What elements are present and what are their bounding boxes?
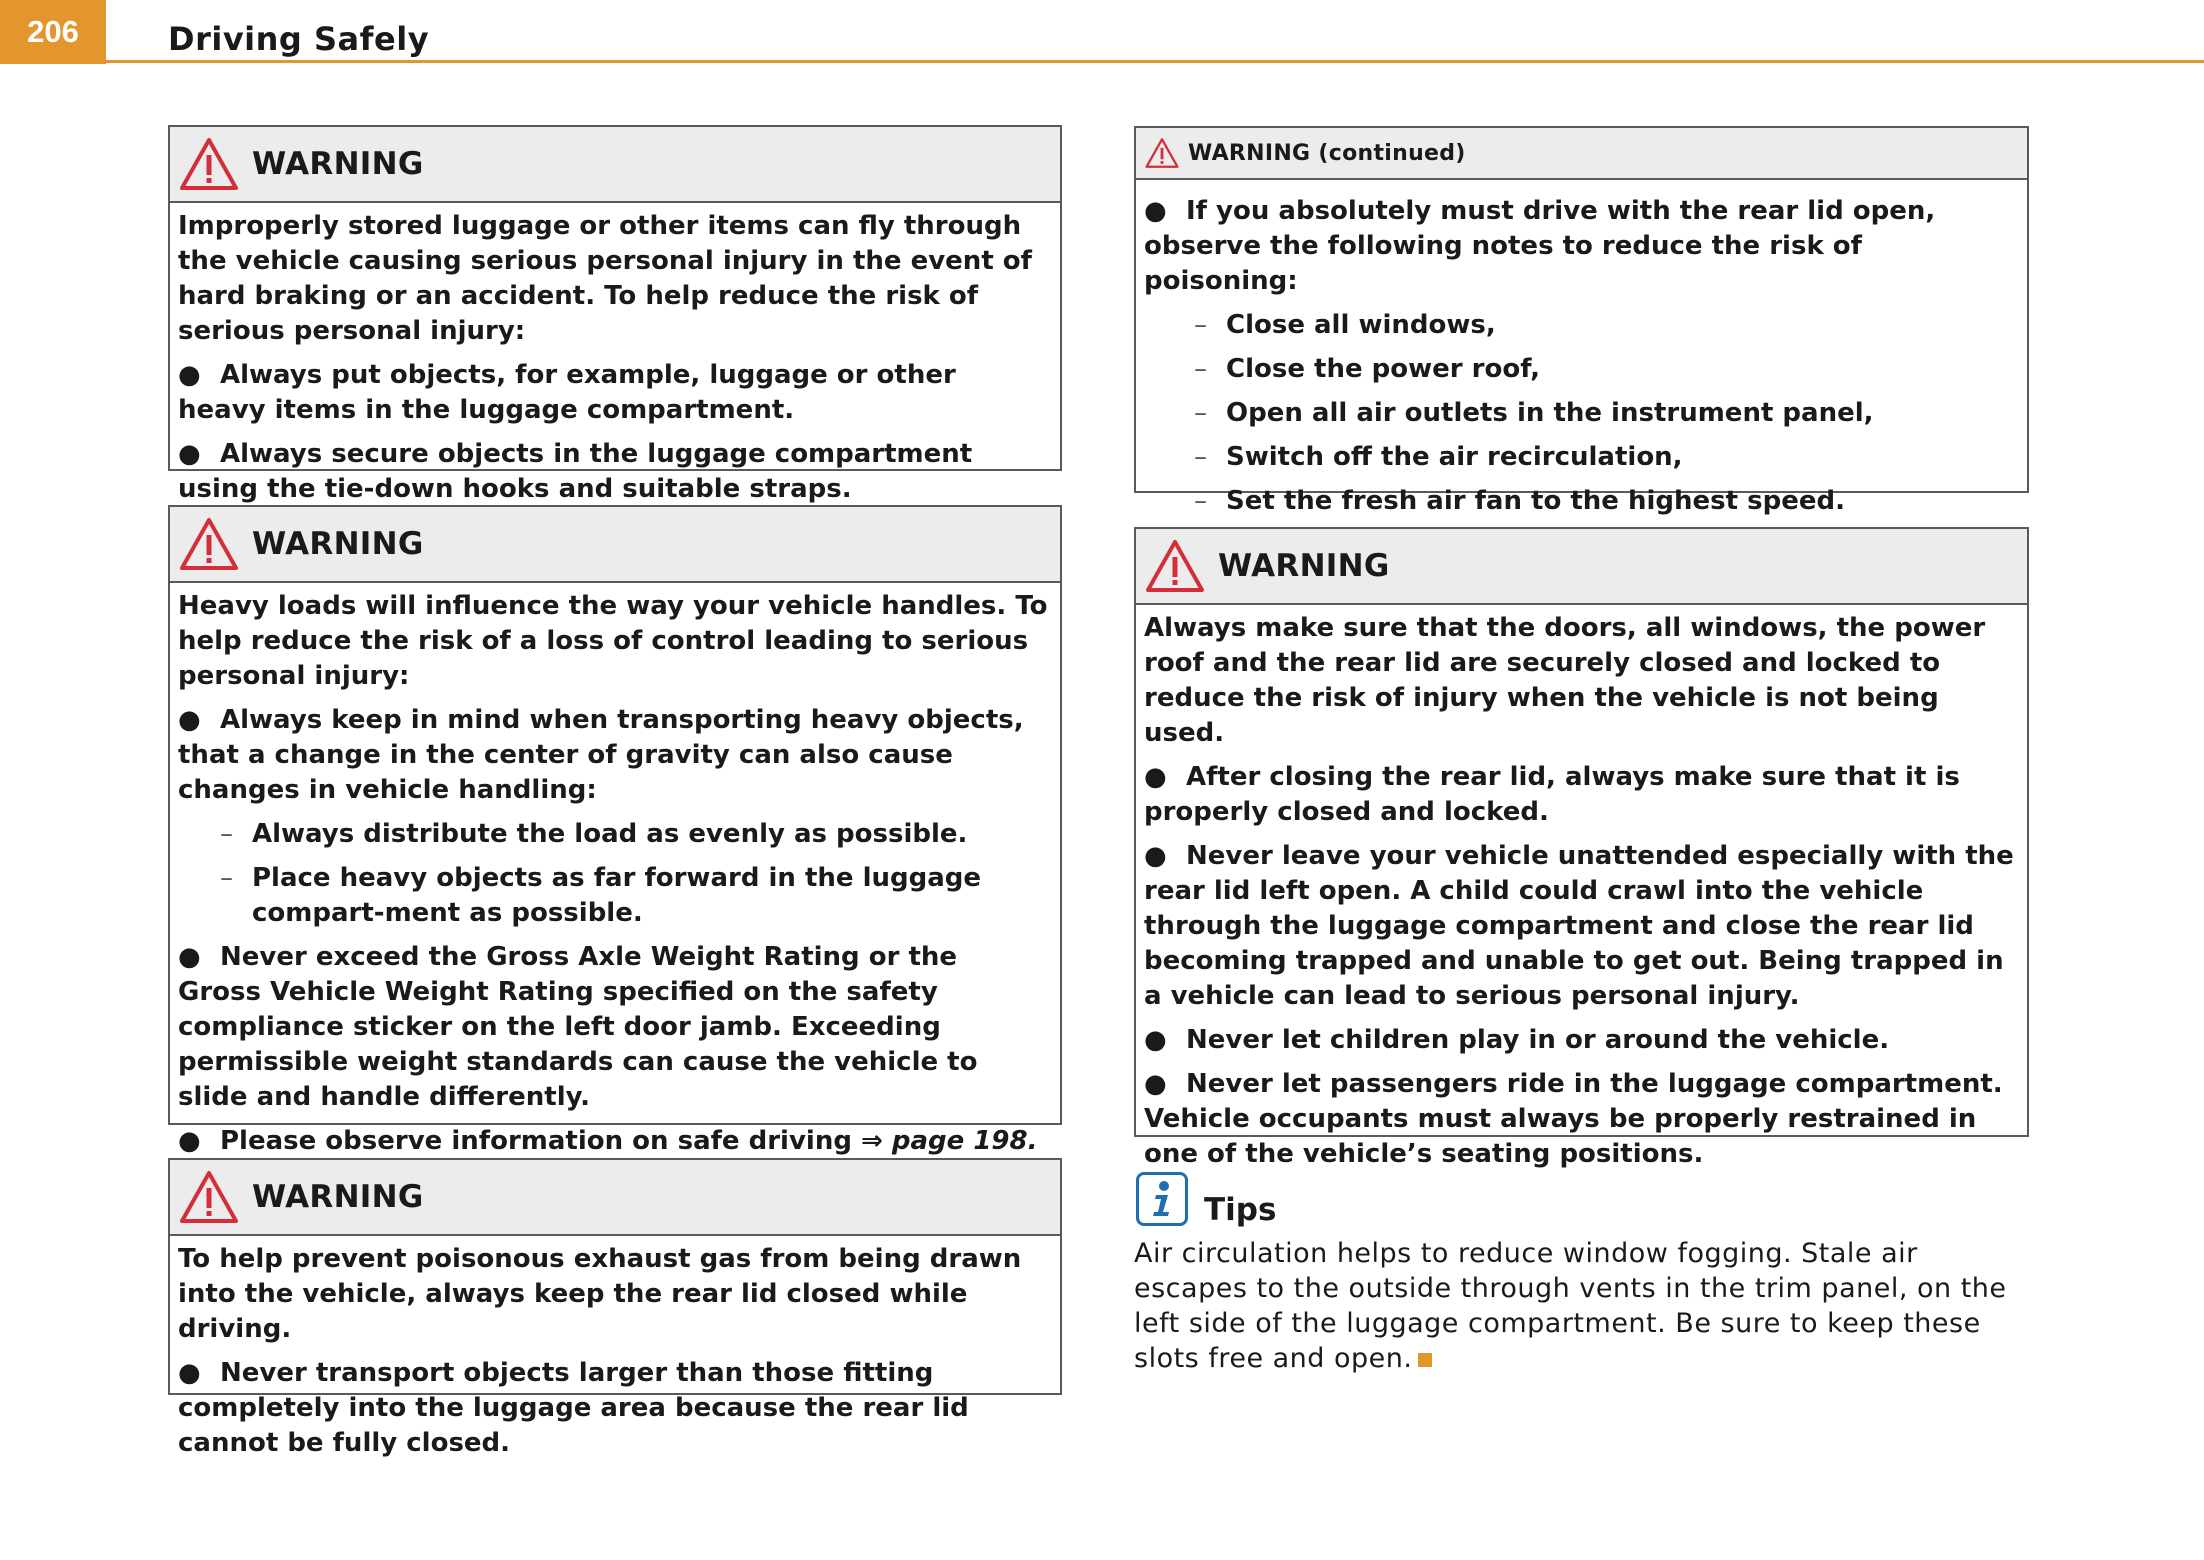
warning-box-luggage bbox=[168, 125, 1062, 504]
bullet-icon: ● bbox=[1144, 841, 1167, 871]
bullet-icon: ● bbox=[1144, 1025, 1167, 1055]
warning-box-exhaust bbox=[168, 1158, 1062, 1458]
warning-bullet: ● Always put objects, for example, luggage or other heavy items in the luggage compartment. bbox=[178, 360, 956, 425]
bullet-icon: ● bbox=[178, 1126, 201, 1156]
warning-header bbox=[170, 507, 1060, 583]
warning-dash-item: – Open all air outlets in the instrument panel, bbox=[1194, 398, 1874, 428]
warning-header bbox=[1136, 529, 2027, 605]
tips-text: Air circulation helps to reduce window fogging. Stale air escapes to the outside through vents in the trim panel, on the left side of the luggage compartment. Be sure to keep these slots free and open. bbox=[1134, 1238, 2007, 1374]
warning-body bbox=[1136, 605, 2027, 1176]
warning-dash-item: – Close the power roof, bbox=[1194, 354, 1540, 384]
warning-box-continued bbox=[1134, 126, 2029, 516]
warning-intro: Heavy loads will influence the way your vehicle handles. To help reduce the risk of a loss of control leading to serious personal injury: bbox=[178, 591, 1048, 691]
warning-bullet: ● Never leave your vehicle unattended especially with the rear lid left open. A child could crawl into the vehicle through the luggage compartment and close the rear lid becoming trapped and unable to get out. Being trapped in a vehicle can lead to serious personal injury. bbox=[1144, 841, 2014, 1011]
warning-bullet: ● Always secure objects in the luggage compartment using the tie-down hooks and suitable straps. bbox=[178, 439, 973, 504]
warning-bullet: ● Never let passengers ride in the luggage compartment. Vehicle occupants must always be properly restrained in one of the vehicle’s seating positions. bbox=[1144, 1069, 2003, 1169]
bullet-icon: ● bbox=[1144, 1069, 1167, 1099]
warning-box-doors-closed bbox=[1134, 527, 2029, 1169]
warning-header bbox=[170, 127, 1060, 203]
arrow-icon: ⇒ bbox=[861, 1126, 883, 1156]
warning-bullet: ● Never let children play in or around the vehicle. bbox=[1144, 1023, 2015, 1058]
section-title: Driving Safely bbox=[168, 20, 430, 58]
warning-title: WARNING bbox=[252, 146, 424, 182]
warning-triangle-icon bbox=[178, 1169, 240, 1225]
bullet-icon: ● bbox=[178, 360, 201, 390]
page-number: 206 bbox=[0, 0, 106, 64]
warning-body bbox=[170, 1236, 1060, 1465]
warning-bullet: ● Please observe information on safe driving ⇒ page 198. bbox=[178, 1124, 1048, 1159]
warning-title: WARNING (continued) bbox=[1188, 140, 1466, 166]
page-reference-link[interactable]: page 198. bbox=[891, 1126, 1038, 1156]
warning-title: WARNING bbox=[252, 526, 424, 562]
bullet-icon: ● bbox=[178, 705, 201, 735]
warning-dash-item: – Set the fresh air fan to the highest speed. bbox=[1194, 486, 1845, 516]
warning-bullet: ● If you absolutely must drive with the rear lid open, observe the following notes to reduce the risk of poisoning: bbox=[1144, 196, 1936, 296]
warning-dash-item: – Switch off the air recirculation, bbox=[1194, 442, 1683, 472]
header-rule bbox=[106, 60, 2204, 63]
warning-bullet: ● Never exceed the Gross Axle Weight Rating or the Gross Vehicle Weight Rating specified on the safety compliance sticker on the left door jamb. Exceeding permissible weight standards can cause the vehicle to slide and handle differently. bbox=[178, 942, 978, 1112]
warning-bullet: ● Always keep in mind when transporting heavy objects, that a change in the center of gravity can also cause changes in vehicle handling: bbox=[178, 705, 1024, 805]
warning-header bbox=[170, 1160, 1060, 1236]
warning-body bbox=[1136, 180, 2027, 523]
warning-body bbox=[170, 583, 1060, 1163]
bullet-icon: ● bbox=[178, 439, 201, 469]
warning-dash-item: – Always distribute the load as evenly as possible. bbox=[220, 819, 968, 849]
warning-bullet: ● Never transport objects larger than those fitting completely into the luggage area because the rear lid cannot be fully closed. bbox=[178, 1358, 969, 1458]
warning-dash-item: – Place heavy objects as far forward in the luggage compart-ment as possible. bbox=[220, 863, 982, 928]
bullet-icon: ● bbox=[1144, 196, 1167, 226]
warning-box-heavy-loads bbox=[168, 505, 1062, 1156]
info-icon bbox=[1136, 1172, 1188, 1226]
bullet-icon: ● bbox=[1144, 762, 1167, 792]
warning-intro: To help prevent poisonous exhaust gas from being drawn into the vehicle, always keep the rear lid closed while driving. bbox=[178, 1244, 1022, 1344]
warning-header bbox=[1136, 128, 2027, 180]
tips-title: Tips bbox=[1204, 1192, 1277, 1228]
warning-title: WARNING bbox=[1218, 548, 1390, 584]
warning-triangle-icon bbox=[1144, 538, 1206, 594]
bullet-icon: ● bbox=[178, 1358, 201, 1388]
warning-body bbox=[170, 203, 1060, 511]
warning-triangle-icon bbox=[1144, 137, 1180, 169]
warning-dash-item: – Close all windows, bbox=[1194, 310, 1496, 340]
warning-intro: Improperly stored luggage or other items can fly through the vehicle causing serious personal injury in the event of hard braking or an accident. To help reduce the risk of serious personal injury: bbox=[178, 211, 1032, 346]
end-of-section-marker bbox=[1418, 1353, 1432, 1367]
warning-intro: Always make sure that the doors, all windows, the power roof and the rear lid are securely closed and locked to reduce the risk of injury when the vehicle is not being used. bbox=[1144, 613, 1986, 748]
bullet-icon: ● bbox=[178, 942, 201, 972]
warning-title: WARNING bbox=[252, 1179, 424, 1215]
warning-bullet: ● After closing the rear lid, always make sure that it is properly closed and locked. bbox=[1144, 762, 1960, 827]
warning-triangle-icon bbox=[178, 136, 240, 192]
warning-triangle-icon bbox=[178, 516, 240, 572]
